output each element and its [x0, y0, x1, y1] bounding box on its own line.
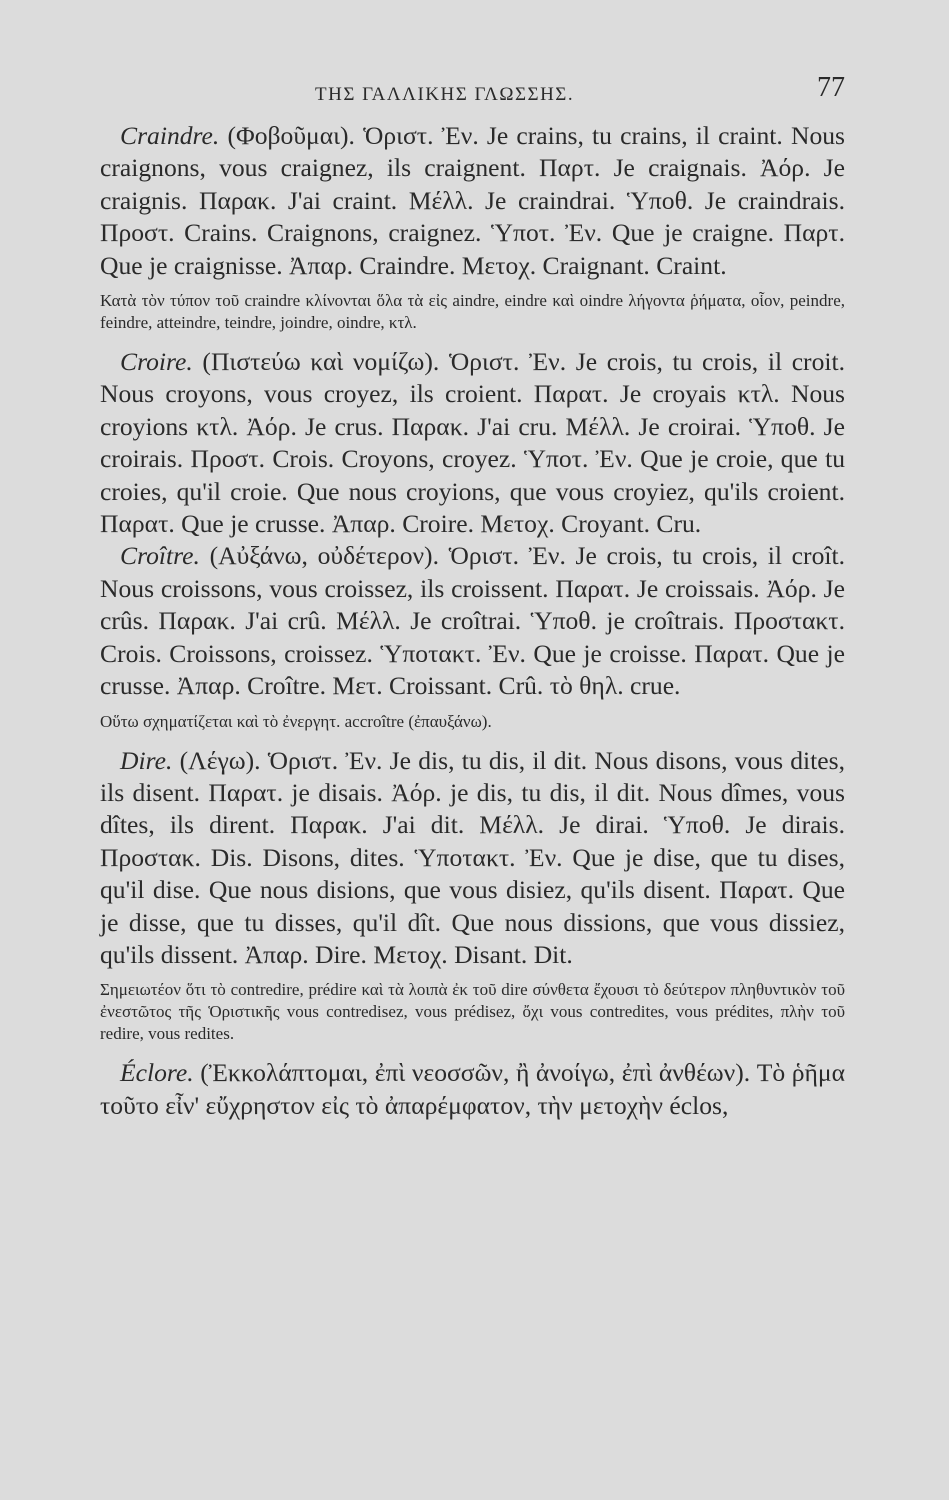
page-body [100, 120, 845, 1122]
entry-croire [100, 346, 845, 540]
entry-dire [100, 745, 845, 972]
headword-craindre: Craindre. [120, 121, 220, 150]
entry-croitre-text: (Αὐξάνω, οὐδέτερον). Ὁριστ. Ἐν. Je crois, tu crois, il croît. Nous croissons, vous croissez, ils croissent. Παρατ. Je croissais. Ἀόρ. Je crûs. Παρακ. J'ai crû. Μέλλ. Je croîtrai. Ὑποθ. je croîtrais. Προστακτ. Crois. Croissons, croissez. Ὑποτακτ. Ἐν. Que je croisse. Παρατ. Que je crusse. Ἀπαρ. Croître. Μετ. Croissant. Crû. τὸ θηλ. crue. [100, 541, 845, 701]
headword-croire: Croire. [120, 347, 193, 377]
entry-eclore-text: (Ἐκκολάπτομαι, ἐπὶ νεοσσῶν, ἢ ἀνοίγω, ἐπὶ ἀνθέων). Τὸ ῥῆμα τοῦτο εἶν' εὔχρηστον εἰς τὸ ἀπαρέμφατον, τὴν μετοχὴν éclos, [100, 1058, 846, 1120]
headword-croitre: Croître. [120, 541, 200, 571]
note-croitre: Οὕτω σχηματίζεται καὶ τὸ ἐνεργητ. accroître (ἐπαυξάνω). [100, 711, 492, 731]
running-title: ΤΗΣ ΓΑΛΛΙΚΗΣ ΓΛΩΣΣΗΣ. [315, 84, 575, 105]
note-dire: Σημειωτέον ὅτι τὸ contredire, prédire καὶ τὰ λοιπὰ ἐκ τοῦ dire σύνθετα ἔχουσι τὸ δεύτερον πληθυντικὸν τοῦ ἐνεστῶτος τῆς Ὁριστικῆς vous contredisez, vous prédisez, ὄχι vous contredites, vous prédites, πλὴν τοῦ redire, vous redites. [100, 980, 845, 1044]
entry-eclore [100, 1057, 845, 1122]
page-number: 77 [817, 72, 845, 103]
entry-craindre [100, 120, 845, 282]
entry-craindre-text: (Φοβοῦμαι). Ὁριστ. Ἐν. Je crains, tu crains, il craint. Nous craignons, vous craignez, ils craignent. Παρτ. Je craignais. Ἀόρ. Je craignis. Παρακ. J'ai craint. Μέλλ. Je craindrai. Ὑποθ. Je craindrais. Προστ. Crains. Craignons, craignez. Ὑποτ. Ἐν. Que je craigne. Παρτ. Que je craignisse. Ἀπαρ. Craindre. Μετοχ. Craignant. Craint. [100, 121, 845, 280]
entry-croire-text: (Πιστεύω καὶ νομίζω). Ὁριστ. Ἐν. Je crois, tu crois, il croit. Nous croyons, vous croyez, ils croient. Παρατ. Je croyais κτλ. Nous croyions κτλ. Ἀόρ. Je crus. Παρακ. J'ai cru. Μέλλ. Je croirai. Ὑποθ. Je croirais. Προστ. Crois. Croyons, croyez. Ὑποτ. Ἐν. Que je croie, que tu croies, qu'il croie. Que nous croyions, que vous croyiez, qu'ils croient. Παρατ. Que je crusse. Ἀπαρ. Croire. Μετοχ. Croyant. Cru. [100, 347, 846, 539]
headword-eclore: Éclore. [120, 1058, 194, 1088]
entry-croitre [100, 540, 845, 702]
headword-dire: Dire. [120, 745, 173, 775]
entry-dire-text: (Λέγω). Ὁριστ. Ἐν. Je dis, tu dis, il dit. Nous disons, vous dites, ils disent. Παρατ. je disais. Ἀόρ. je dis, tu dis, il dit. Nous dîmes, vous dîtes, ils dirent. Παρακ. J'ai dit. Μέλλ. Je dirai. Ὑποθ. Je dirais. Προστακ. Dis. Disons, dites. Ὑποτακτ. Ἐν. Que je dise, que tu dises, qu'il dise. Que nous disions, que vous disiez, qu'ils disent. Παρατ. Que je disse, que tu disses, qu'il dît. Que nous dissions, que vous dissiez, qu'ils dissent. Ἀπαρ. Dire. Μετοχ. Disant. Dit. [100, 745, 846, 969]
page-header [100, 72, 845, 112]
note-craindre: Κατὰ τὸν τύπον τοῦ craindre κλίνονται ὅλα τὰ εἰς aindre, eindre καὶ oindre λήγοντα ῥήματα, οἷον, peindre, feindre, atteindre, teindre, joindre, oindre, κτλ. [100, 291, 845, 333]
